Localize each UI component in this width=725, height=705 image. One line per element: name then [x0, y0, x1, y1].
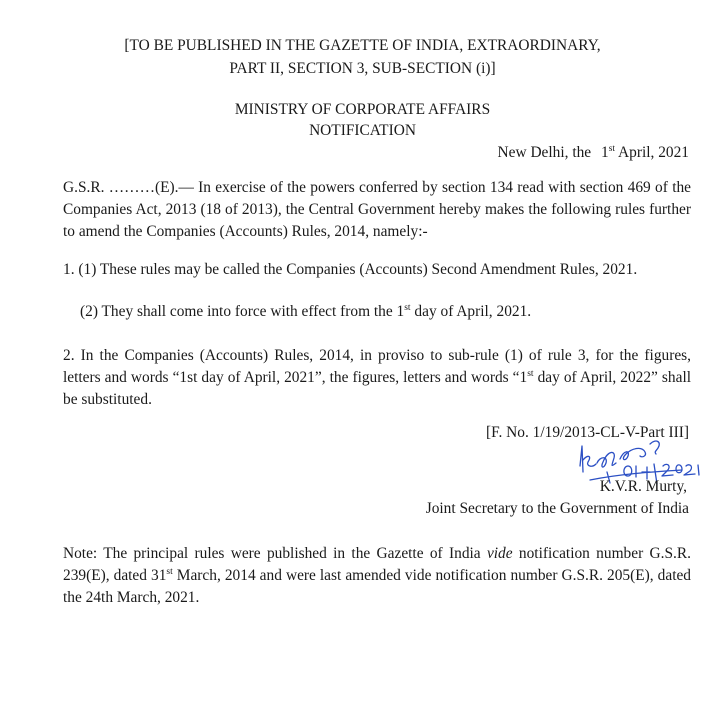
note-part-3: March, 2014 and were last amended vide notification number G.S.R. 205(E), dated the 24th March, 2021.	[63, 567, 692, 606]
signatory-name: K.V.R. Murty,	[599, 478, 687, 495]
rule-1-2-rest: day of April, 2021.	[410, 303, 532, 320]
gazette-header-line-1: [TO BE PUBLISHED IN THE GAZETTE OF INDIA, EXTRAORDINARY,	[124, 37, 601, 54]
note-part-1: Note: The principal rules were published in the Gazette of India	[63, 545, 487, 562]
rule-1-2	[80, 303, 531, 321]
rule-1-2-prefix: (2) They shall come into force with effect from the 1	[80, 303, 405, 320]
rule-1-2-ordinal: st	[404, 303, 411, 313]
place-date-prefix: New Delhi, the	[497, 144, 595, 161]
rule-2-part-2: day of April, 2022” shall be substituted.	[63, 369, 691, 408]
preamble-paragraph: G.S.R. ………(E).— In exercise of the powers conferred by section 134 read with section 469 of the Companies Act, 2013 (18 of 2013), the Central Government hereby makes the following rules further to amend the Companies (Accounts) Rules, 2014, namely:-	[63, 179, 691, 240]
place-and-date	[498, 144, 689, 162]
rule-2-ordinal: st	[527, 369, 534, 379]
notification-label: NOTIFICATION	[309, 122, 416, 139]
place-date-ordinal: st	[608, 144, 616, 154]
signatory-title: Joint Secretary to the Government of India	[425, 500, 689, 517]
rule-1-1: 1. (1) These rules may be called the Companies (Accounts) Second Amendment Rules, 2021.	[63, 261, 638, 278]
rule-2-paragraph	[63, 345, 691, 411]
gazette-header-line-2: PART II, SECTION 3, SUB-SECTION (i)]	[229, 60, 496, 77]
note-part-2: notification number G.S.R. 239(E), dated 31	[63, 545, 691, 584]
place-date-day: 1	[600, 144, 609, 161]
note-ordinal: st	[166, 567, 173, 577]
note-vide: vide	[486, 545, 513, 562]
rule-2-part-1: 2. In the Companies (Accounts) Rules, 2014, in proviso to sub-rule (1) of rule 3, for the figures, letters and words “1st day of April, 2021”, the figures, letters and words “1	[63, 347, 691, 386]
ministry-name: MINISTRY OF CORPORATE AFFAIRS	[234, 101, 491, 118]
note-paragraph	[63, 543, 691, 609]
file-number: [F. No. 1/19/2013-CL-V-Part III]	[486, 424, 689, 441]
place-date-rest: April, 2021	[615, 144, 689, 161]
